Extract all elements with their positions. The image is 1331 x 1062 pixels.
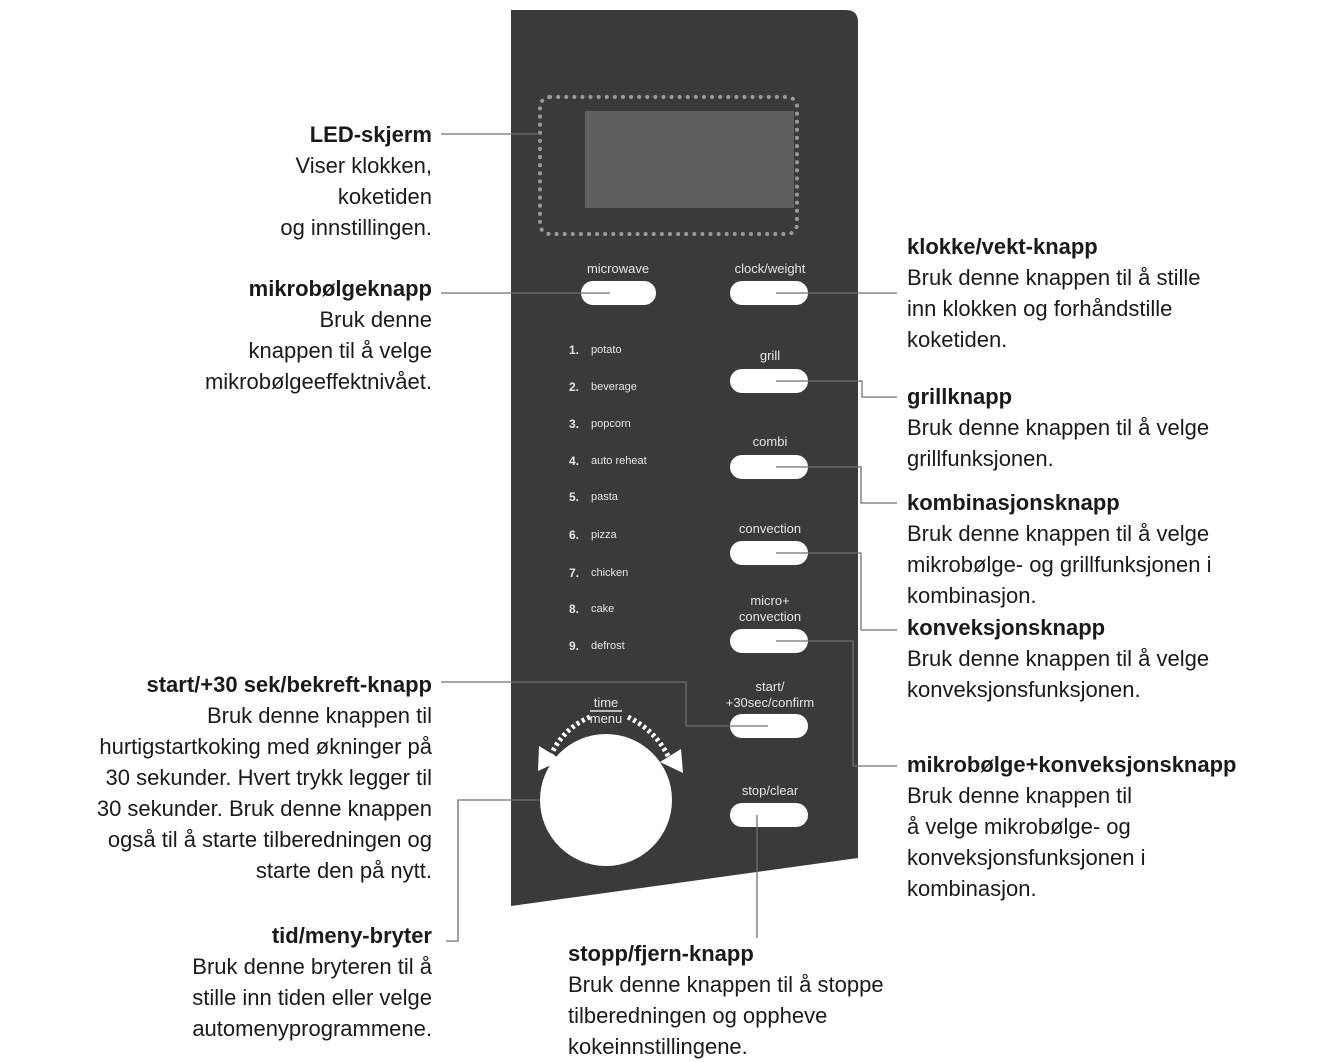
menu-num: 9. xyxy=(569,639,580,653)
callout-title: tid/meny-bryter xyxy=(271,923,432,948)
menu-num: 2. xyxy=(569,380,580,394)
callout-title: mikrobølge+konveksjonsknapp xyxy=(907,752,1237,777)
callout-title: klokke/vekt-knapp xyxy=(907,234,1098,259)
callout-start-button xyxy=(97,669,432,886)
dial-knob[interactable] xyxy=(540,734,672,866)
menu-num: 3. xyxy=(569,417,580,431)
callout-desc: Bruk denne knappen til å velge grillfunksjonen. xyxy=(907,415,1210,471)
callout-microwave-button xyxy=(205,273,432,397)
menu-label: beverage xyxy=(591,381,637,393)
menu-label: pizza xyxy=(591,529,617,541)
micro-convection-label-2: convection xyxy=(738,609,802,624)
callout-title: stopp/fjern-knapp xyxy=(568,941,754,966)
stop-clear-label: stop/clear xyxy=(741,783,799,798)
dial-menu-label: menu xyxy=(589,711,623,726)
menu-label: cake xyxy=(591,603,615,615)
microwave-label: microwave xyxy=(586,261,650,276)
micro-convection-label-1: micro+ xyxy=(750,593,790,608)
menu-num: 1. xyxy=(569,343,580,357)
callout-title: start/+30 sek/bekreft-knapp xyxy=(146,672,432,697)
convection-label: convection xyxy=(738,521,802,536)
stop-clear-button[interactable] xyxy=(730,803,808,827)
start-label-2: +30sec/confirm xyxy=(725,695,815,710)
callout-desc: Bruk denne knappen til å velge mikrobølge- og konveksjonsfunksjonen i kombinasjon. xyxy=(907,783,1146,901)
callout-desc: Bruk denne knappen til å stille inn klokken og forhåndstille koketiden. xyxy=(907,265,1201,352)
callout-clock-weight-button xyxy=(907,231,1201,355)
callout-convection-button xyxy=(907,612,1209,705)
menu-num: 7. xyxy=(569,566,580,580)
combi-label: combi xyxy=(752,434,788,449)
menu-num: 6. xyxy=(569,528,580,542)
callout-title: LED-skjerm xyxy=(309,122,432,147)
callout-title: mikrobølgeknapp xyxy=(248,276,432,301)
callout-desc: Bruk denne knappen til å velge mikrobølgeeffektnivået. xyxy=(204,307,432,394)
callout-title: konveksjonsknapp xyxy=(907,615,1106,640)
grill-label: grill xyxy=(759,348,781,363)
callout-title: grillknapp xyxy=(907,384,1013,409)
menu-num: 4. xyxy=(569,454,580,468)
callout-grill-button xyxy=(907,381,1209,474)
callout-combi-button xyxy=(907,487,1211,611)
callout-desc: Bruk denne knappen til å stoppe tilberedningen og oppheve kokeinnstillingene. xyxy=(568,972,884,1059)
menu-label: pasta xyxy=(591,491,618,503)
menu-label: chicken xyxy=(591,567,629,579)
start-label-1: start/ xyxy=(755,679,785,694)
callout-desc: Bruk denne bryteren til å stille inn tiden eller velge automenyprogrammene. xyxy=(192,954,432,1041)
callout-desc: Bruk denne knappen til hurtigstartkoking med økninger på 30 sekunder. Hvert trykk legger til 30 sekunder. Bruk denne knappen også til å starte tilberedningen og starte den på nytt. xyxy=(96,703,432,883)
callout-led-display xyxy=(280,119,432,243)
menu-label: auto reheat xyxy=(591,455,647,467)
clock-weight-label: clock/weight xyxy=(734,261,806,276)
callout-desc: Bruk denne knappen til å velge konveksjonsfunksjonen. xyxy=(907,646,1210,702)
menu-label: popcorn xyxy=(591,418,631,430)
callout-stop-clear-button xyxy=(568,938,884,1062)
callout-desc: Viser klokken, koketiden og innstillingen. xyxy=(280,153,432,240)
menu-num: 8. xyxy=(569,602,580,616)
dial-time-label: time xyxy=(593,695,619,710)
menu-label: defrost xyxy=(591,640,625,652)
callout-title: kombinasjonsknapp xyxy=(907,490,1120,515)
callout-desc: Bruk denne knappen til å velge mikrobølge- og grillfunksjonen i kombinasjon. xyxy=(907,521,1212,608)
menu-label: potato xyxy=(591,344,622,356)
callout-micro-convection-button xyxy=(907,749,1236,904)
menu-num: 5. xyxy=(569,490,580,504)
callout-time-menu-dial xyxy=(192,920,432,1044)
